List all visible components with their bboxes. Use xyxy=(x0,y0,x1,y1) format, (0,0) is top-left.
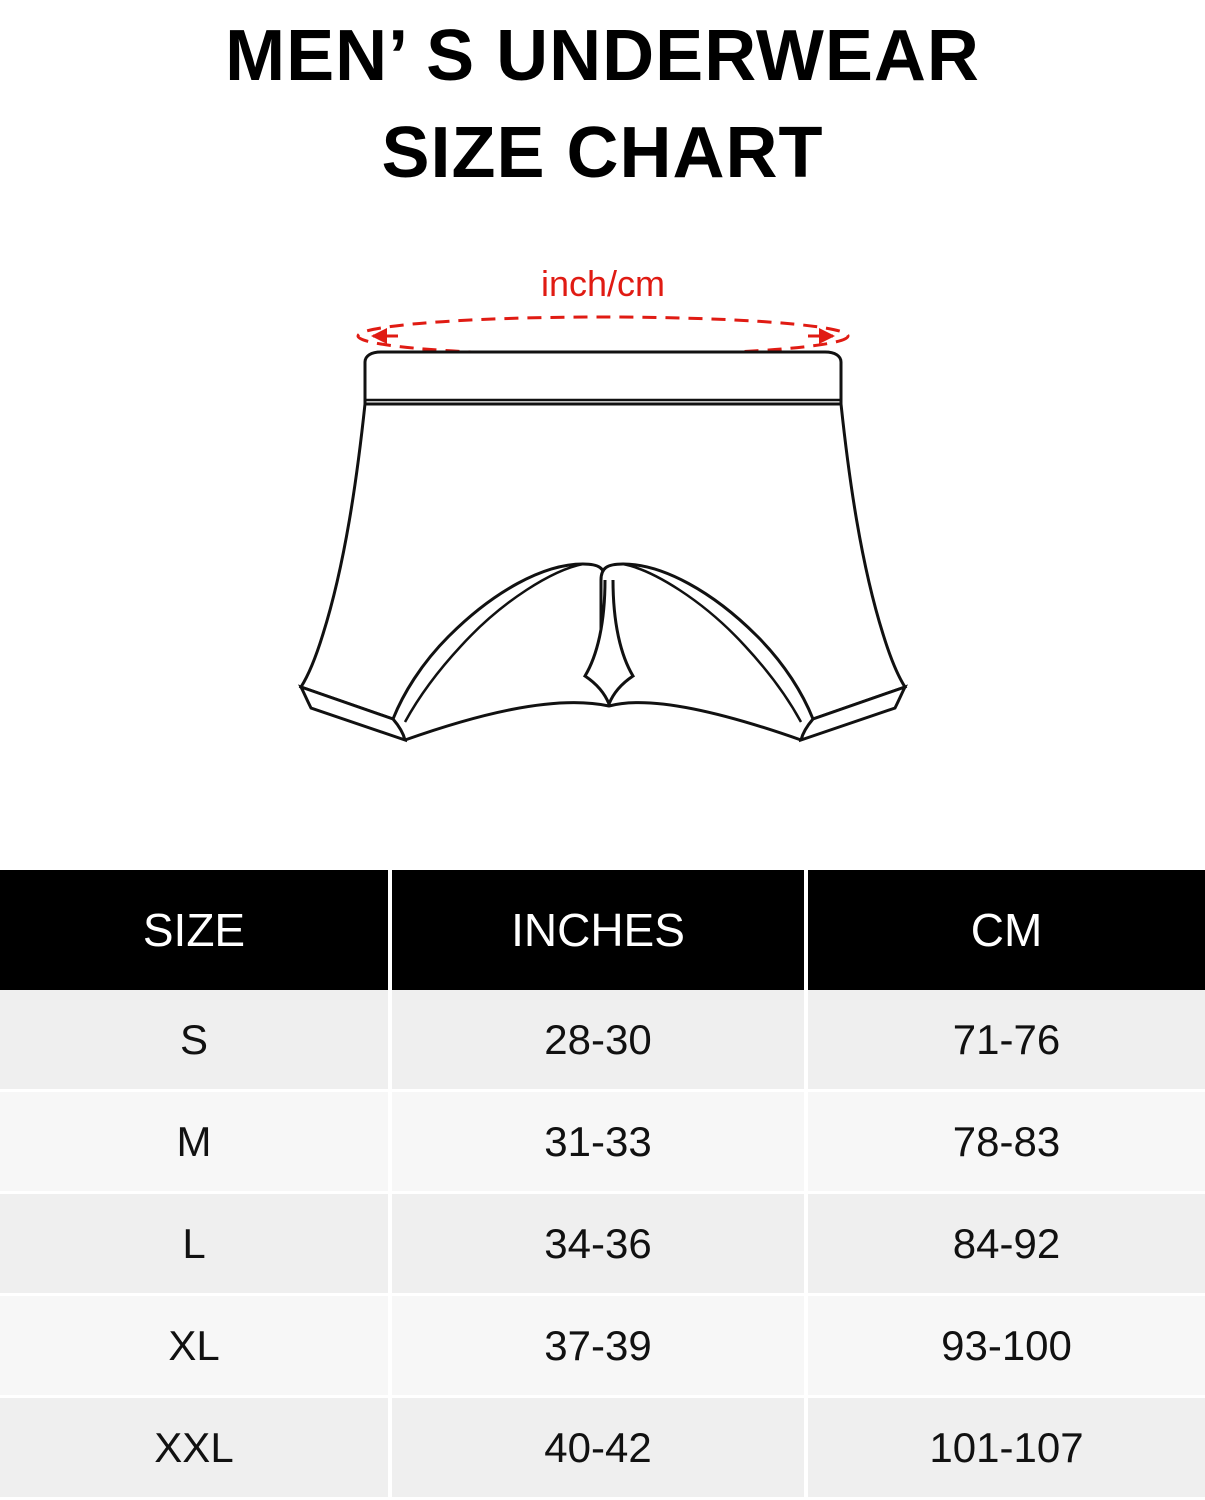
left-leg-outline xyxy=(301,404,605,719)
column-header-size: SIZE xyxy=(0,870,390,990)
cell-inches: 37-39 xyxy=(390,1295,806,1397)
table-row xyxy=(0,1193,1205,1295)
page-title xyxy=(0,0,1205,202)
cell-size: L xyxy=(0,1193,390,1295)
cell-size: XXL xyxy=(0,1397,390,1499)
cell-cm: 84-92 xyxy=(806,1193,1205,1295)
table-row xyxy=(0,1397,1205,1499)
cell-cm: 71-76 xyxy=(806,990,1205,1091)
right-hem-edge xyxy=(609,703,801,740)
cell-cm: 78-83 xyxy=(806,1091,1205,1193)
size-table-container xyxy=(0,870,1205,1500)
waist-measure-ellipse xyxy=(358,317,848,355)
size-table xyxy=(0,870,1205,1500)
cell-size: S xyxy=(0,990,390,1091)
cell-cm: 101-107 xyxy=(806,1397,1205,1499)
title-line-2: SIZE CHART xyxy=(381,113,824,194)
table-header-row xyxy=(0,870,1205,990)
cell-cm: 93-100 xyxy=(806,1295,1205,1397)
cell-size: M xyxy=(0,1091,390,1193)
column-header-cm: CM xyxy=(806,870,1205,990)
boxer-briefs-outline-icon xyxy=(253,264,953,754)
cell-inches: 34-36 xyxy=(390,1193,806,1295)
right-leg-outline xyxy=(601,404,905,719)
left-hem-edge xyxy=(405,703,609,740)
table-row xyxy=(0,1091,1205,1193)
garment-diagram xyxy=(0,264,1205,874)
title-line-1: MEN’ S UNDERWEAR xyxy=(225,16,980,96)
cell-inches: 28-30 xyxy=(390,990,806,1091)
cell-inches: 40-42 xyxy=(390,1397,806,1499)
waistband xyxy=(365,352,841,404)
measure-label: inch/cm xyxy=(540,264,665,305)
table-row xyxy=(0,990,1205,1091)
table-row xyxy=(0,1295,1205,1397)
cell-inches: 31-33 xyxy=(390,1091,806,1193)
cell-size: XL xyxy=(0,1295,390,1397)
column-header-inches: INCHES xyxy=(390,870,806,990)
